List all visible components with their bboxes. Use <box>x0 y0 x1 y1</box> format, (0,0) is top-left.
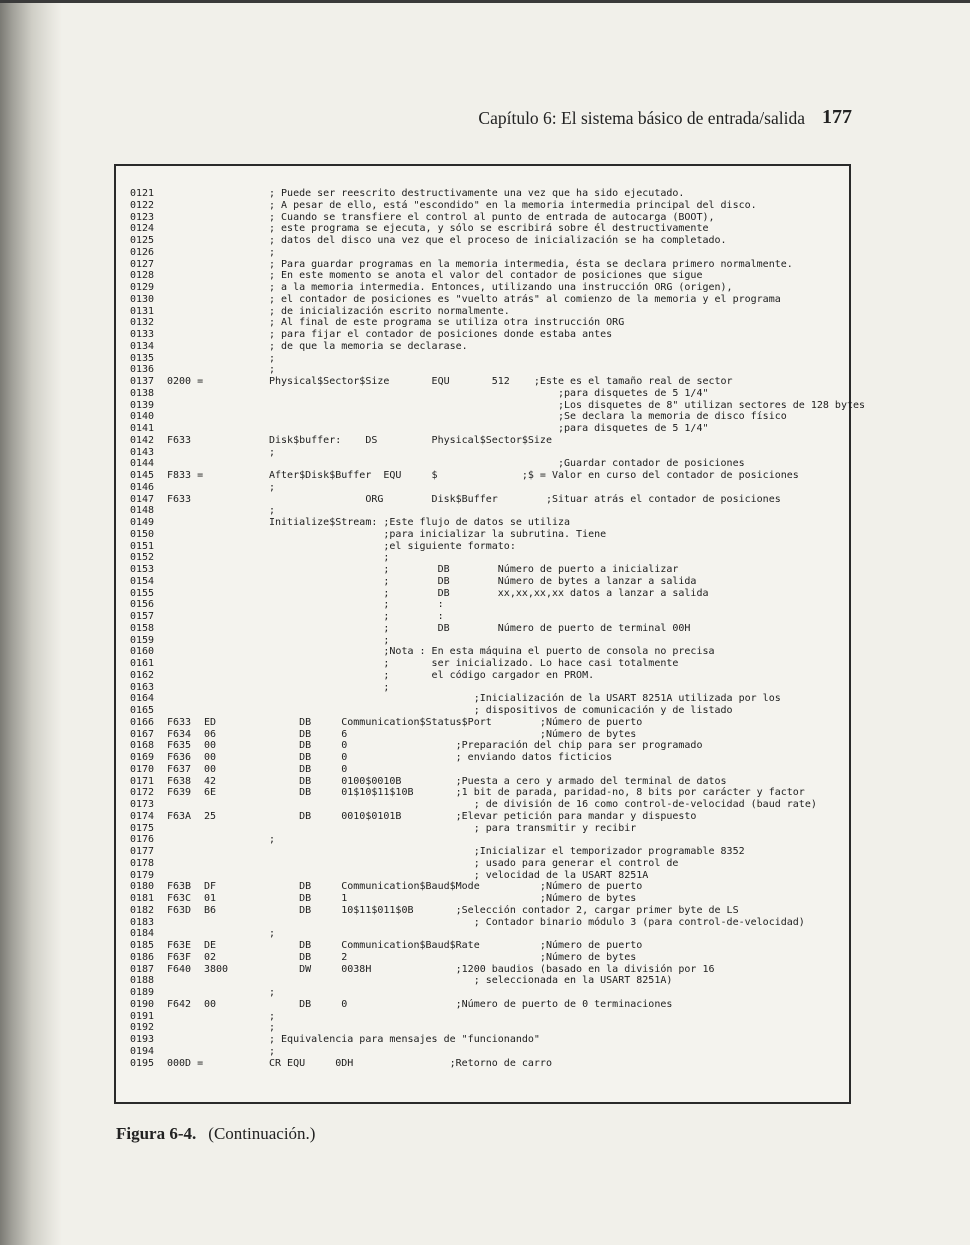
line-source: Disk$buffer: DS Physical$Sector$Size <box>269 434 552 446</box>
line-source: ; DB Número de puerto de terminal 00H <box>269 622 691 634</box>
line-source: After$Disk$Buffer EQU $ ;$ = Valor en curso del contador de posiciones <box>269 470 799 481</box>
line-source: ; este programa se ejecuta, y sólo se escribirá sobre él destructivamente <box>269 223 709 235</box>
line-number: 0134 <box>130 340 155 352</box>
line-source: ; <box>269 1045 276 1057</box>
line-number: 0139 <box>130 399 155 411</box>
line-address: F63E <box>167 940 192 951</box>
page-gutter-shadow <box>0 0 62 1245</box>
line-source: DB 0 ;Preparación del chip para ser programado <box>269 740 703 752</box>
line-source: ; <box>269 987 276 998</box>
line-number: 0194 <box>130 1045 155 1057</box>
line-number: 0168 <box>130 740 155 752</box>
line-object-code: ED <box>204 716 217 728</box>
line-source: ; <box>269 552 390 564</box>
line-number: 0160 <box>130 646 155 658</box>
line-object-code: 3800 <box>204 963 229 975</box>
line-source: ; <box>269 1010 276 1022</box>
line-source: ; Para guardar programas en la memoria intermedia, ésta se declara primero normalmente. <box>269 258 793 270</box>
line-number: 0158 <box>130 622 155 634</box>
line-number: 0165 <box>130 705 155 716</box>
line-number: 0186 <box>130 951 155 963</box>
line-number: 0122 <box>130 199 155 211</box>
line-number: 0164 <box>130 693 155 705</box>
line-number: 0179 <box>130 869 155 881</box>
line-source: DB 10$11$011$0B ;Selección contador 2, cargar primer byte de LS <box>269 904 739 916</box>
line-address: F63A <box>167 810 192 822</box>
line-number: 0169 <box>130 752 155 763</box>
line-number: 0189 <box>130 987 155 998</box>
line-number: 0182 <box>130 904 155 916</box>
line-number: 0149 <box>130 517 155 528</box>
line-source: ; Puede ser reescrito destructivamente una vez que ha sido ejecutado. <box>269 188 685 199</box>
running-header <box>440 106 860 136</box>
line-object-code: 00 <box>204 998 217 1010</box>
line-source: ; seleccionada en la USART 8251A) <box>269 975 673 987</box>
line-source: ;para disquetes de 5 1/4" <box>269 423 709 434</box>
line-number: 0171 <box>130 775 155 787</box>
line-address: F63F <box>167 951 192 963</box>
line-number: 0195 <box>130 1057 155 1069</box>
line-number: 0150 <box>130 528 155 540</box>
line-object-code: 01 <box>204 893 217 904</box>
line-source: ; Al final de este programa se utiliza otra instrucción ORG <box>269 317 625 329</box>
line-source: ; : <box>269 611 444 622</box>
line-source: DB 1 ;Número de bytes <box>269 893 637 904</box>
line-number: 0130 <box>130 293 155 305</box>
line-source: ; ser inicializado. Lo hace casi totalmente <box>269 658 679 669</box>
line-number: 0132 <box>130 317 155 329</box>
line-address: 000D = <box>167 1057 204 1069</box>
line-number: 0145 <box>130 470 155 481</box>
line-number: 0154 <box>130 575 155 587</box>
line-number: 0157 <box>130 611 155 622</box>
scan-top-edge <box>0 0 970 3</box>
line-number: 0180 <box>130 881 155 893</box>
line-object-code: 02 <box>204 951 217 963</box>
line-source: ; <box>269 505 276 517</box>
line-number: 0126 <box>130 246 155 258</box>
line-object-code: 00 <box>204 752 217 763</box>
figure-label: Figura 6-4. <box>116 1124 197 1143</box>
line-number: 0148 <box>130 505 155 517</box>
line-address: F633 <box>167 434 192 446</box>
figure-caption <box>116 1124 315 1144</box>
line-source: ; <box>269 246 276 258</box>
line-source: ;Los disquetes de 8" utilizan sectores de 128 bytes <box>269 399 866 411</box>
line-number: 0185 <box>130 940 155 951</box>
line-number: 0161 <box>130 658 155 669</box>
line-source: ; datos del disco una vez que el proceso de inicialización se ha completado. <box>269 235 727 246</box>
line-source: ; DB xx,xx,xx,xx datos a lanzar a salida <box>269 587 709 599</box>
line-address: F63C <box>167 893 192 904</box>
line-address: F637 <box>167 763 192 775</box>
line-object-code: 00 <box>204 763 217 775</box>
line-number: 0192 <box>130 1022 155 1034</box>
line-number: 0127 <box>130 258 155 270</box>
line-number: 0191 <box>130 1010 155 1022</box>
line-number: 0147 <box>130 493 155 505</box>
line-source: DB 0 ;Número de puerto de 0 terminaciones <box>269 998 673 1010</box>
line-source: ; DB Número de bytes a lanzar a salida <box>269 575 697 587</box>
line-number: 0153 <box>130 564 155 575</box>
line-number: 0123 <box>130 211 155 223</box>
line-source: ; Contador binario módulo 3 (para control-de-velocidad) <box>269 916 805 928</box>
line-number: 0143 <box>130 446 155 458</box>
line-number: 0151 <box>130 540 155 552</box>
line-address: F633 <box>167 493 192 505</box>
line-source: Initialize$Stream: ;Este flujo de datos se utiliza <box>269 517 571 528</box>
line-source: ;para disquetes de 5 1/4" <box>269 387 709 399</box>
line-address: F636 <box>167 752 192 763</box>
line-source: ; En este momento se anota el valor del contador de posiciones que sigue <box>269 270 703 282</box>
line-source: ;Nota : En esta máquina el puerto de consola no precisa <box>269 646 715 658</box>
line-source: ; dispositivos de comunicación y de listado <box>269 705 733 716</box>
line-address: F633 <box>167 716 192 728</box>
line-source: DB Communication$Status$Port ;Número de puerto <box>269 716 643 728</box>
line-number: 0162 <box>130 669 155 681</box>
line-source: ; para fijar el contador de posiciones donde estaba antes <box>269 329 613 340</box>
figure-caption-text: (Continuación.) <box>208 1124 316 1143</box>
line-source: CR EQU 0DH ;Retorno de carro <box>269 1057 552 1069</box>
line-number: 0141 <box>130 423 155 434</box>
line-address: F63D <box>167 904 192 916</box>
line-number: 0173 <box>130 799 155 810</box>
line-number: 0193 <box>130 1034 155 1045</box>
line-number: 0174 <box>130 810 155 822</box>
line-source: ; Equivalencia para mensajes de "funcionando" <box>269 1034 540 1045</box>
line-object-code: DE <box>204 940 217 951</box>
line-number: 0175 <box>130 822 155 834</box>
line-address: 0200 = <box>167 376 204 387</box>
line-source: ; <box>269 681 390 693</box>
line-source: DB Communication$Baud$Mode ;Número de puerto <box>269 881 643 893</box>
line-source: ;Guardar contador de posiciones <box>269 458 745 470</box>
line-object-code: 42 <box>204 775 217 787</box>
line-number: 0144 <box>130 458 155 470</box>
code-listing-frame <box>114 164 866 1104</box>
line-object-code: 00 <box>204 740 217 752</box>
line-object-code: 6E <box>204 787 217 799</box>
chapter-title: Capítulo 6: El sistema básico de entrada/salida <box>478 108 805 128</box>
line-number: 0121 <box>130 188 155 199</box>
line-number: 0170 <box>130 763 155 775</box>
line-number: 0140 <box>130 411 155 423</box>
line-source: DB 6 ;Número de bytes <box>269 728 637 740</box>
line-number: 0125 <box>130 235 155 246</box>
line-address: F635 <box>167 740 192 752</box>
line-number: 0163 <box>130 681 155 693</box>
line-source: ; Cuando se transfiere el control al punto de entrada de autocarga (BOOT), <box>269 211 715 223</box>
line-number: 0133 <box>130 329 155 340</box>
line-source: ;el siguiente formato: <box>269 540 516 552</box>
line-object-code: 06 <box>204 728 217 740</box>
line-source: ; <box>269 1022 276 1034</box>
line-number: 0135 <box>130 352 155 364</box>
line-source: ;Inicialización de la USART 8251A utilizada por los <box>269 693 781 705</box>
line-number: 0166 <box>130 716 155 728</box>
page-number: 177 <box>822 106 852 128</box>
line-source: ; de inicialización escrito normalmente. <box>269 305 510 317</box>
line-source: ; <box>269 634 390 646</box>
line-source: DB Communication$Baud$Rate ;Número de puerto <box>269 940 643 951</box>
line-source: ; <box>269 446 276 458</box>
line-source: ; <box>269 928 276 940</box>
line-source: DB 0 ; enviando datos ficticios <box>269 752 613 763</box>
line-source: ; <box>269 834 276 846</box>
line-source: ; usado para generar el control de <box>269 857 679 869</box>
line-number: 0181 <box>130 893 155 904</box>
line-address: F63B <box>167 881 192 893</box>
line-number: 0167 <box>130 728 155 740</box>
line-source: ; a la memoria intermedia. Entonces, utilizando una instrucción ORG (origen), <box>269 282 733 293</box>
line-source: ; velocidad de la USART 8251A <box>269 869 649 881</box>
line-address: F642 <box>167 998 192 1010</box>
line-source: DB 2 ;Número de bytes <box>269 951 637 963</box>
line-source: ; <box>269 481 276 493</box>
line-number: 0146 <box>130 481 155 493</box>
line-source: ORG Disk$Buffer ;Situar atrás el contador de posiciones <box>269 493 781 505</box>
line-number: 0183 <box>130 916 155 928</box>
line-number: 0177 <box>130 846 155 857</box>
line-number: 0172 <box>130 787 155 799</box>
line-number: 0152 <box>130 552 155 564</box>
line-number: 0156 <box>130 599 155 611</box>
line-address: F639 <box>167 787 192 799</box>
line-number: 0136 <box>130 364 155 376</box>
line-address: F833 = <box>167 470 204 481</box>
line-source: DW 0038H ;1200 baudios (basado en la división por 16 <box>269 963 715 975</box>
line-source: ; : <box>269 599 444 611</box>
line-number: 0138 <box>130 387 155 399</box>
line-number: 0178 <box>130 857 155 869</box>
line-source: ; de división de 16 como control-de-velocidad (baud rate) <box>269 799 817 810</box>
line-source: ; el contador de posiciones es "vuelto atrás" al comienzo de la memoria y el programa <box>269 293 781 305</box>
line-number: 0187 <box>130 963 155 975</box>
line-number: 0142 <box>130 434 155 446</box>
line-source: Physical$Sector$Size EQU 512 ;Este es el tamaño real de sector <box>269 376 733 387</box>
line-source: ; A pesar de ello, está "escondido" en la memoria intermedia principal del disco. <box>269 199 757 211</box>
line-object-code: B6 <box>204 904 217 916</box>
line-source: ; <box>269 364 276 376</box>
line-source: ;Inicializar el temporizador programable 8352 <box>269 846 745 857</box>
line-source: ; el código cargador en PROM. <box>269 669 595 681</box>
line-source: ; DB Número de puerto a inicializar <box>269 564 679 575</box>
line-number: 0184 <box>130 928 155 940</box>
line-address: F640 <box>167 963 192 975</box>
line-object-code: DF <box>204 881 217 893</box>
line-source: ;Se declara la memoria de disco físico <box>269 411 787 423</box>
line-number: 0129 <box>130 282 155 293</box>
line-number: 0137 <box>130 376 155 387</box>
line-address: F634 <box>167 728 192 740</box>
line-source: ;para inicializar la subrutina. Tiene <box>269 528 607 540</box>
line-source: DB 0010$0101B ;Elevar petición para mandar y dispuesto <box>269 810 697 822</box>
line-number: 0188 <box>130 975 155 987</box>
line-address: F638 <box>167 775 192 787</box>
line-source: ; para transmitir y recibir <box>269 822 637 834</box>
line-source: DB 0 <box>269 763 348 775</box>
line-number: 0155 <box>130 587 155 599</box>
line-object-code: 25 <box>204 810 217 822</box>
line-number: 0176 <box>130 834 155 846</box>
line-source: ; de que la memoria se declarase. <box>269 340 468 352</box>
line-source: DB 0100$0010B ;Puesta a cero y armado del terminal de datos <box>269 775 727 787</box>
line-number: 0190 <box>130 998 155 1010</box>
line-number: 0131 <box>130 305 155 317</box>
line-number: 0159 <box>130 634 155 646</box>
line-number: 0128 <box>130 270 155 282</box>
line-source: DB 01$10$11$10B ;1 bit de parada, paridad-no, 8 bits por carácter y factor <box>269 787 805 799</box>
line-number: 0124 <box>130 223 155 235</box>
line-source: ; <box>269 352 276 364</box>
